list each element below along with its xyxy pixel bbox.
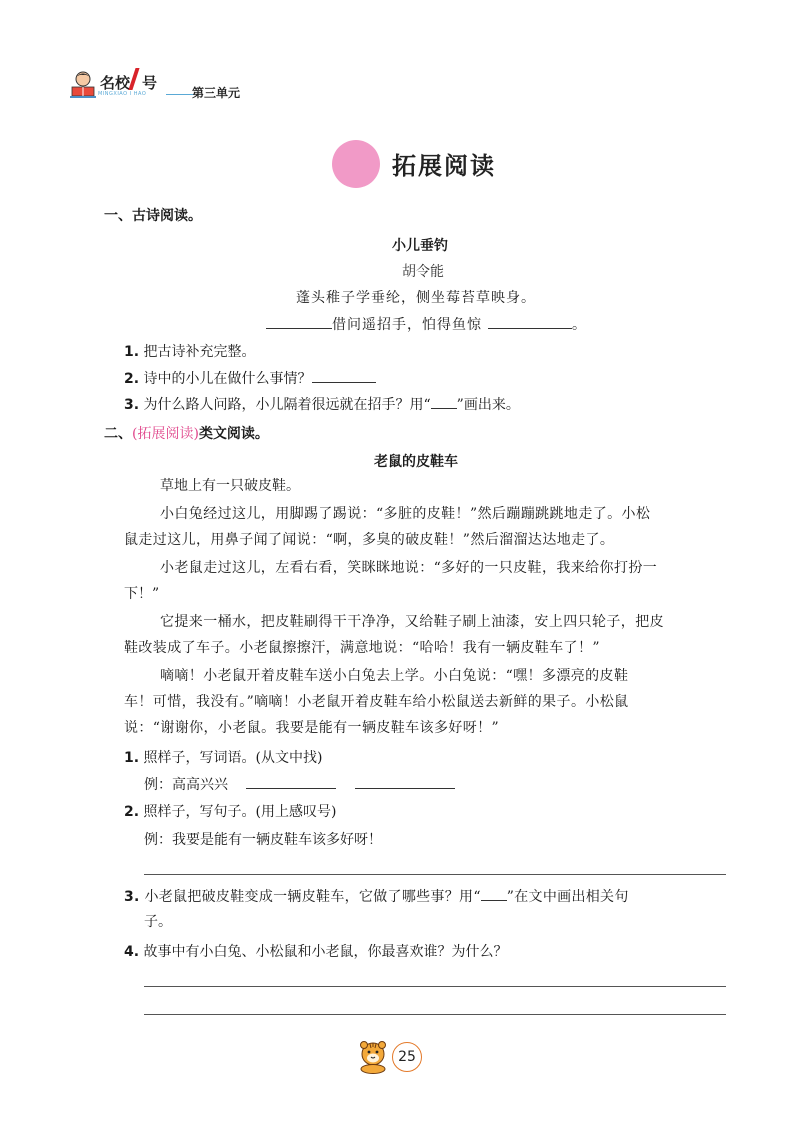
page-header: [68, 70, 268, 100]
section-title: 拓展阅读: [392, 152, 496, 180]
poem-line-2-end: 。: [572, 317, 587, 333]
reading-child-icon: [68, 70, 98, 100]
logo-latin: MINGXIAO I HAO: [98, 91, 147, 97]
part2-question-1-example: [144, 774, 455, 795]
answer-blank[interactable]: [312, 368, 376, 383]
poem-title: 小儿垂钓: [392, 238, 448, 254]
story-line: 车！可惜，我没有。”嘀嘀！小老鼠开着皮鞋车给小松鼠送去新鲜的果子。小松鼠: [124, 694, 629, 710]
poem-line-2-mid: 借问遥招手，怕得鱼惊: [332, 317, 482, 333]
q-text-end: ”在文中画出相关句: [506, 889, 629, 905]
poem-blank-1[interactable]: [266, 314, 332, 329]
q-text: 照样子，写句子。(用上感叹号): [143, 804, 337, 820]
q-text: 为什么路人问路，小儿隔着很远就在招手？用“: [143, 397, 431, 413]
part2-question-3-cont: 子。: [144, 914, 172, 930]
page-number: 25: [392, 1042, 422, 1072]
logo-text-2: 号: [142, 74, 158, 92]
logo-slash: [128, 68, 139, 90]
part1-question-2: [124, 368, 376, 389]
poem-author: 胡令能: [402, 264, 444, 280]
story-line: 鞋改装成了车子。小老鼠擦擦汗，满意地说：“哈哈！我有一辆皮鞋车了！”: [124, 640, 600, 656]
story-line: 鼠走过这儿，用鼻子闻了闻说：“啊，多臭的破皮鞋！”然后溜溜达达地走了。: [124, 532, 615, 548]
answer-blank[interactable]: [355, 774, 455, 789]
story-title: 老鼠的皮鞋车: [374, 454, 458, 470]
logo-arrow: [166, 94, 194, 95]
q-text: 故事中有小白兔、小松鼠和小老鼠，你最喜欢谁？为什么？: [143, 944, 508, 960]
part2-heading-tag: (拓展阅读): [132, 426, 199, 442]
part2-heading-suffix: 类文阅读。: [198, 426, 269, 442]
q-text-end: ”画出来。: [456, 397, 520, 413]
answer-line[interactable]: [144, 874, 726, 875]
part1-question-1: [124, 342, 256, 362]
part2-heading: [104, 424, 269, 444]
q-number: 3.: [124, 397, 140, 413]
q-text: 把古诗补充完整。: [143, 344, 256, 360]
q-text: 诗中的小儿在做什么事情？: [143, 371, 312, 387]
q-number: 4.: [124, 944, 140, 960]
story-line: 嘀嘀！小老鼠开着皮鞋车送小白兔去上学。小白兔说：“嘿！多漂亮的皮鞋: [160, 668, 629, 684]
part2-question-4: [124, 942, 508, 962]
part2-question-1: [124, 748, 322, 768]
answer-line[interactable]: [144, 1014, 726, 1015]
story-line: 说：“谢谢你，小老鼠。我要是能有一辆皮鞋车该多好呀！”: [124, 720, 500, 736]
q-number: 1.: [124, 750, 140, 766]
poem-line-2: [266, 314, 587, 335]
story-line: 下！”: [124, 586, 160, 602]
q-number: 2.: [124, 804, 140, 820]
poem-line-1: 蓬头稚子学垂纶，侧坐莓苔草映身。: [296, 290, 536, 306]
q-number: 1.: [124, 344, 140, 360]
q-text: 小老鼠把破皮鞋变成一辆皮鞋车，它做了哪些事？用“: [144, 889, 481, 905]
tiger-mascot-icon: [356, 1040, 390, 1074]
story-line: 小白兔经过这儿，用脚踢了踢说：“多脏的皮鞋！”然后蹦蹦跳跳地走了。小松: [160, 506, 651, 522]
underline-mark: [481, 886, 507, 901]
story-line: 小老鼠走过这儿，左看右看，笑眯眯地说：“多好的一只皮鞋，我来给你打扮一: [160, 560, 658, 576]
part2-heading-prefix: 二、: [104, 426, 132, 442]
logo-text: 名校: [100, 74, 131, 92]
poem-blank-2[interactable]: [488, 314, 572, 329]
q-text: 照样子，写词语。(从文中找): [143, 750, 323, 766]
unit-label: 第三单元: [192, 86, 241, 100]
q-number: 2.: [124, 371, 140, 387]
story-paragraph: 草地上有一只破皮鞋。: [160, 478, 300, 494]
answer-line[interactable]: [144, 986, 726, 987]
part1-heading: 一、古诗阅读。: [104, 208, 202, 224]
part1-question-3: [124, 394, 520, 415]
underline-mark: [431, 394, 457, 409]
part2-question-2: [124, 802, 336, 822]
q-number: 3.: [124, 889, 140, 905]
story-line: 它提来一桶水，把皮鞋刷得干干净净，又给鞋子刷上油漆，安上四只轮子，把皮: [160, 614, 664, 630]
example-text: 例：高高兴兴: [144, 777, 228, 793]
answer-blank[interactable]: [246, 774, 336, 789]
part2-question-3: [124, 886, 629, 907]
part2-question-2-example: 例：我要是能有一辆皮鞋车该多好呀！: [144, 832, 382, 848]
section-dot-icon: [332, 140, 380, 188]
